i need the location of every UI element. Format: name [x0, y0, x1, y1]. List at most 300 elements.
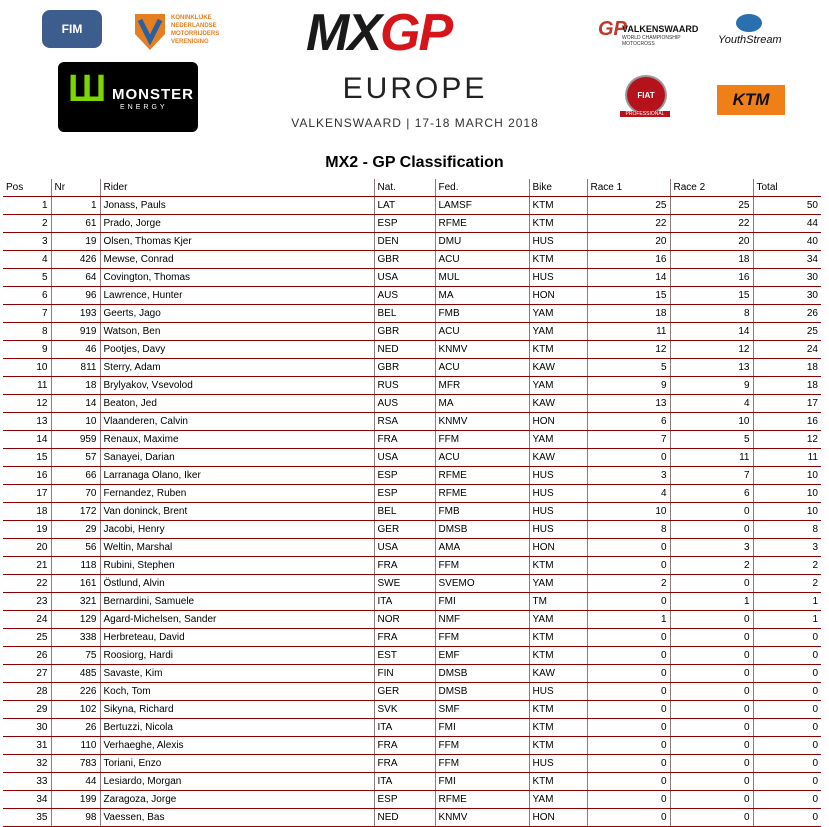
- valkenswaard-logo-subtext: WORLD CHAMPIONSHIP MOTOCROSS: [622, 35, 681, 47]
- cell-race2: 0: [670, 773, 753, 791]
- table-body: [3, 197, 821, 827]
- cell-pos: 24: [3, 611, 51, 629]
- cell-total: 18: [753, 359, 821, 377]
- cell-race2: 0: [670, 809, 753, 827]
- column-header-rider: Rider: [100, 179, 374, 197]
- cell-total: 0: [753, 773, 821, 791]
- cell-pos: 35: [3, 809, 51, 827]
- cell-bike: HON: [529, 287, 587, 305]
- cell-bike: KTM: [529, 629, 587, 647]
- cell-race1: 1: [587, 611, 670, 629]
- cell-bike: KTM: [529, 251, 587, 269]
- cell-race1: 20: [587, 233, 670, 251]
- cell-rider: Vlaanderen, Calvin: [100, 413, 374, 431]
- cell-fed: DMSB: [435, 683, 529, 701]
- cell-total: 2: [753, 557, 821, 575]
- cell-pos: 23: [3, 593, 51, 611]
- cell-fed: FFM: [435, 431, 529, 449]
- cell-total: 10: [753, 503, 821, 521]
- cell-nat: FRA: [374, 431, 435, 449]
- cell-nat: GER: [374, 521, 435, 539]
- cell-rider: Verhaeghe, Alexis: [100, 737, 374, 755]
- cell-bike: YAM: [529, 791, 587, 809]
- mxgp-logo: [306, 4, 521, 62]
- cell-total: 26: [753, 305, 821, 323]
- cell-nr: 199: [51, 791, 100, 809]
- cell-total: 0: [753, 755, 821, 773]
- cell-fed: KNMV: [435, 413, 529, 431]
- cell-pos: 27: [3, 665, 51, 683]
- cell-nr: 959: [51, 431, 100, 449]
- cell-total: 3: [753, 539, 821, 557]
- cell-bike: KTM: [529, 737, 587, 755]
- cell-nr: 118: [51, 557, 100, 575]
- cell-race2: 0: [670, 503, 753, 521]
- cell-total: 44: [753, 215, 821, 233]
- cell-bike: KAW: [529, 395, 587, 413]
- cell-nr: 98: [51, 809, 100, 827]
- cell-nr: 18: [51, 377, 100, 395]
- cell-fed: MA: [435, 287, 529, 305]
- table-row: [3, 683, 821, 701]
- cell-race1: 0: [587, 449, 670, 467]
- cell-nat: FRA: [374, 737, 435, 755]
- cell-total: 12: [753, 431, 821, 449]
- table-header-row: [3, 179, 821, 197]
- cell-race2: 0: [670, 611, 753, 629]
- cell-total: 40: [753, 233, 821, 251]
- cell-nat: NED: [374, 809, 435, 827]
- cell-total: 25: [753, 323, 821, 341]
- cell-fed: LAMSF: [435, 197, 529, 215]
- cell-total: 1: [753, 611, 821, 629]
- table-row: [3, 737, 821, 755]
- cell-total: 0: [753, 701, 821, 719]
- cell-bike: HUS: [529, 233, 587, 251]
- cell-race1: 0: [587, 773, 670, 791]
- cell-nat: GER: [374, 683, 435, 701]
- cell-fed: MFR: [435, 377, 529, 395]
- cell-race1: 8: [587, 521, 670, 539]
- cell-race1: 0: [587, 809, 670, 827]
- cell-nat: AUS: [374, 395, 435, 413]
- column-header-fed: Fed.: [435, 179, 529, 197]
- cell-race2: 11: [670, 449, 753, 467]
- cell-rider: Weltin, Marshal: [100, 539, 374, 557]
- cell-nat: ESP: [374, 215, 435, 233]
- cell-total: 30: [753, 269, 821, 287]
- cell-race1: 7: [587, 431, 670, 449]
- cell-bike: KAW: [529, 359, 587, 377]
- cell-rider: Herbreteau, David: [100, 629, 374, 647]
- cell-race2: 0: [670, 521, 753, 539]
- cell-nat: AUS: [374, 287, 435, 305]
- cell-fed: ACU: [435, 359, 529, 377]
- cell-pos: 10: [3, 359, 51, 377]
- cell-rider: Pootjes, Davy: [100, 341, 374, 359]
- cell-fed: FMB: [435, 305, 529, 323]
- page-title: MX2 - GP Classification: [325, 154, 504, 171]
- cell-bike: YAM: [529, 305, 587, 323]
- cell-nr: 161: [51, 575, 100, 593]
- cell-race2: 13: [670, 359, 753, 377]
- cell-pos: 3: [3, 233, 51, 251]
- cell-rider: Östlund, Alvin: [100, 575, 374, 593]
- cell-bike: KTM: [529, 647, 587, 665]
- cell-rider: Koch, Tom: [100, 683, 374, 701]
- cell-race1: 10: [587, 503, 670, 521]
- cell-race2: 22: [670, 215, 753, 233]
- table-row: [3, 449, 821, 467]
- youthstream-logo: [712, 14, 792, 50]
- cell-nat: LAT: [374, 197, 435, 215]
- table-row: [3, 557, 821, 575]
- valkenswaard-gp-icon: GP: [598, 18, 627, 40]
- cell-pos: 6: [3, 287, 51, 305]
- cell-pos: 1: [3, 197, 51, 215]
- cell-fed: RFME: [435, 791, 529, 809]
- cell-total: 0: [753, 683, 821, 701]
- cell-nr: 426: [51, 251, 100, 269]
- cell-race1: 0: [587, 737, 670, 755]
- cell-pos: 20: [3, 539, 51, 557]
- cell-pos: 7: [3, 305, 51, 323]
- cell-pos: 4: [3, 251, 51, 269]
- cell-pos: 29: [3, 701, 51, 719]
- cell-bike: HON: [529, 809, 587, 827]
- cell-race2: 18: [670, 251, 753, 269]
- cell-nat: FRA: [374, 629, 435, 647]
- cell-race2: 0: [670, 629, 753, 647]
- cell-nat: GBR: [374, 251, 435, 269]
- cell-race2: 10: [670, 413, 753, 431]
- table-row: [3, 359, 821, 377]
- cell-race1: 13: [587, 395, 670, 413]
- column-header-total: Total: [753, 179, 821, 197]
- cell-total: 10: [753, 467, 821, 485]
- fiat-professional-logo: [620, 75, 670, 123]
- cell-race2: 25: [670, 197, 753, 215]
- table-row: [3, 305, 821, 323]
- column-header-pos: Pos: [3, 179, 51, 197]
- cell-nr: 172: [51, 503, 100, 521]
- cell-bike: HUS: [529, 467, 587, 485]
- cell-race2: 7: [670, 467, 753, 485]
- cell-fed: KNMV: [435, 809, 529, 827]
- mxgp-logo-mx: MX: [306, 4, 380, 62]
- cell-race1: 25: [587, 197, 670, 215]
- cell-pos: 12: [3, 395, 51, 413]
- cell-race2: 20: [670, 233, 753, 251]
- cell-bike: HUS: [529, 269, 587, 287]
- cell-nr: 102: [51, 701, 100, 719]
- cell-nat: NOR: [374, 611, 435, 629]
- table-row: [3, 575, 821, 593]
- cell-fed: DMSB: [435, 665, 529, 683]
- cell-race1: 0: [587, 557, 670, 575]
- valkenswaard-logo-text: VALKENSWAARD: [622, 24, 699, 34]
- cell-race1: 11: [587, 323, 670, 341]
- cell-race2: 0: [670, 737, 753, 755]
- cell-race2: 5: [670, 431, 753, 449]
- cell-rider: Watson, Ben: [100, 323, 374, 341]
- cell-fed: SVEMO: [435, 575, 529, 593]
- table-row: [3, 431, 821, 449]
- column-header-bike: Bike: [529, 179, 587, 197]
- table-row: [3, 629, 821, 647]
- fiat-badge-icon: [625, 75, 667, 115]
- cell-bike: HUS: [529, 485, 587, 503]
- cell-rider: Prado, Jorge: [100, 215, 374, 233]
- cell-fed: ACU: [435, 449, 529, 467]
- cell-race2: 14: [670, 323, 753, 341]
- cell-race2: 0: [670, 701, 753, 719]
- cell-bike: HUS: [529, 521, 587, 539]
- cell-fed: FFM: [435, 557, 529, 575]
- cell-rider: Larranaga Olano, Iker: [100, 467, 374, 485]
- cell-fed: FFM: [435, 737, 529, 755]
- table-row: [3, 233, 821, 251]
- cell-nat: FIN: [374, 665, 435, 683]
- cell-nat: ITA: [374, 719, 435, 737]
- cell-total: 17: [753, 395, 821, 413]
- cell-nat: GBR: [374, 359, 435, 377]
- cell-pos: 25: [3, 629, 51, 647]
- cell-nr: 96: [51, 287, 100, 305]
- cell-race1: 16: [587, 251, 670, 269]
- table-row: [3, 791, 821, 809]
- cell-total: 0: [753, 647, 821, 665]
- cell-race1: 0: [587, 665, 670, 683]
- cell-race2: 6: [670, 485, 753, 503]
- table-row: [3, 539, 821, 557]
- cell-rider: Geerts, Jago: [100, 305, 374, 323]
- youthstream-logo-text: YouthStream: [718, 34, 782, 46]
- cell-nr: 46: [51, 341, 100, 359]
- cell-nat: USA: [374, 539, 435, 557]
- cell-fed: FFM: [435, 755, 529, 773]
- cell-pos: 28: [3, 683, 51, 701]
- cell-bike: KAW: [529, 449, 587, 467]
- cell-race1: 2: [587, 575, 670, 593]
- column-header-race2: Race 2: [670, 179, 753, 197]
- table-row: [3, 647, 821, 665]
- cell-fed: MA: [435, 395, 529, 413]
- cell-pos: 30: [3, 719, 51, 737]
- table-row: [3, 521, 821, 539]
- cell-rider: Roosiorg, Hardi: [100, 647, 374, 665]
- event-name: EUROPE: [342, 72, 488, 105]
- cell-fed: FFM: [435, 629, 529, 647]
- ktm-logo-text: KTM: [732, 90, 770, 109]
- cell-total: 1: [753, 593, 821, 611]
- ktm-logo: [717, 85, 785, 115]
- cell-total: 34: [753, 251, 821, 269]
- cell-bike: HUS: [529, 503, 587, 521]
- cell-pos: 2: [3, 215, 51, 233]
- cell-race1: 0: [587, 701, 670, 719]
- cell-rider: Sikyna, Richard: [100, 701, 374, 719]
- cell-race1: 0: [587, 647, 670, 665]
- header: [0, 0, 829, 150]
- cell-pos: 21: [3, 557, 51, 575]
- cell-bike: HUS: [529, 683, 587, 701]
- cell-rider: Olsen, Thomas Kjer: [100, 233, 374, 251]
- knmv-logo: [133, 10, 229, 52]
- cell-race2: 0: [670, 719, 753, 737]
- cell-rider: Fernandez, Ruben: [100, 485, 374, 503]
- cell-nat: BEL: [374, 305, 435, 323]
- cell-nr: 70: [51, 485, 100, 503]
- cell-bike: HON: [529, 413, 587, 431]
- cell-total: 0: [753, 809, 821, 827]
- table-row: [3, 341, 821, 359]
- cell-nr: 29: [51, 521, 100, 539]
- cell-race1: 15: [587, 287, 670, 305]
- cell-bike: KTM: [529, 341, 587, 359]
- cell-race2: 12: [670, 341, 753, 359]
- cell-total: 2: [753, 575, 821, 593]
- cell-race2: 0: [670, 791, 753, 809]
- cell-race1: 0: [587, 719, 670, 737]
- cell-fed: SMF: [435, 701, 529, 719]
- cell-race2: 0: [670, 665, 753, 683]
- cell-race1: 4: [587, 485, 670, 503]
- cell-bike: KTM: [529, 701, 587, 719]
- cell-pos: 33: [3, 773, 51, 791]
- cell-bike: YAM: [529, 575, 587, 593]
- cell-nat: ESP: [374, 791, 435, 809]
- cell-nat: ITA: [374, 593, 435, 611]
- monster-energy-logo: [58, 62, 198, 132]
- cell-race1: 0: [587, 539, 670, 557]
- cell-pos: 15: [3, 449, 51, 467]
- table-row: [3, 719, 821, 737]
- cell-rider: Covington, Thomas: [100, 269, 374, 287]
- cell-pos: 11: [3, 377, 51, 395]
- classification-table: [3, 179, 821, 827]
- cell-pos: 18: [3, 503, 51, 521]
- table-row: [3, 773, 821, 791]
- table-row: [3, 413, 821, 431]
- cell-fed: FMI: [435, 593, 529, 611]
- cell-total: 0: [753, 737, 821, 755]
- cell-race1: 3: [587, 467, 670, 485]
- cell-race1: 12: [587, 341, 670, 359]
- column-header-nat: Nat.: [374, 179, 435, 197]
- cell-rider: Lesiardo, Morgan: [100, 773, 374, 791]
- cell-rider: Beaton, Jed: [100, 395, 374, 413]
- cell-race1: 0: [587, 629, 670, 647]
- cell-race1: 6: [587, 413, 670, 431]
- cell-bike: YAM: [529, 377, 587, 395]
- cell-nat: RSA: [374, 413, 435, 431]
- cell-race2: 2: [670, 557, 753, 575]
- cell-nr: 783: [51, 755, 100, 773]
- cell-fed: FMI: [435, 719, 529, 737]
- knmv-mark-icon: [133, 10, 167, 52]
- cell-bike: KTM: [529, 215, 587, 233]
- cell-nat: SVK: [374, 701, 435, 719]
- cell-nr: 1: [51, 197, 100, 215]
- cell-race2: 0: [670, 755, 753, 773]
- cell-rider: Van doninck, Brent: [100, 503, 374, 521]
- cell-nr: 75: [51, 647, 100, 665]
- cell-pos: 13: [3, 413, 51, 431]
- cell-rider: Vaessen, Bas: [100, 809, 374, 827]
- cell-fed: ACU: [435, 323, 529, 341]
- cell-bike: KTM: [529, 557, 587, 575]
- table-row: [3, 287, 821, 305]
- cell-nat: ITA: [374, 773, 435, 791]
- cell-fed: FMI: [435, 773, 529, 791]
- cell-rider: Agard-Michelsen, Sander: [100, 611, 374, 629]
- cell-nr: 66: [51, 467, 100, 485]
- table-row: [3, 269, 821, 287]
- cell-race1: 14: [587, 269, 670, 287]
- cell-fed: DMSB: [435, 521, 529, 539]
- fim-logo: [42, 10, 102, 48]
- cell-pos: 19: [3, 521, 51, 539]
- cell-nr: 56: [51, 539, 100, 557]
- cell-pos: 16: [3, 467, 51, 485]
- fiat-logo-subtext: PROFESSIONAL: [620, 111, 670, 117]
- cell-race2: 15: [670, 287, 753, 305]
- table-row: [3, 485, 821, 503]
- cell-bike: YAM: [529, 611, 587, 629]
- cell-rider: Sanayei, Darian: [100, 449, 374, 467]
- cell-bike: KTM: [529, 719, 587, 737]
- knmv-logo-text: KONINKLIJKE NEDERLANDSE MOTORRIJDERS VERENIGING: [171, 15, 220, 45]
- cell-nat: ESP: [374, 467, 435, 485]
- cell-total: 10: [753, 485, 821, 503]
- valkenswaard-logo: [598, 18, 698, 48]
- cell-fed: ACU: [435, 251, 529, 269]
- cell-pos: 5: [3, 269, 51, 287]
- cell-fed: KNMV: [435, 341, 529, 359]
- cell-nr: 193: [51, 305, 100, 323]
- mxgp-logo-gp: GP: [380, 4, 452, 62]
- cell-pos: 31: [3, 737, 51, 755]
- cell-rider: Mewse, Conrad: [100, 251, 374, 269]
- cell-bike: YAM: [529, 323, 587, 341]
- cell-bike: KAW: [529, 665, 587, 683]
- cell-total: 24: [753, 341, 821, 359]
- table-row: [3, 701, 821, 719]
- cell-fed: EMF: [435, 647, 529, 665]
- youthstream-swirl-icon: [736, 14, 762, 32]
- cell-bike: KTM: [529, 773, 587, 791]
- cell-nr: 19: [51, 233, 100, 251]
- cell-nr: 485: [51, 665, 100, 683]
- cell-nr: 811: [51, 359, 100, 377]
- cell-nr: 57: [51, 449, 100, 467]
- cell-race1: 0: [587, 593, 670, 611]
- cell-pos: 34: [3, 791, 51, 809]
- cell-nr: 129: [51, 611, 100, 629]
- cell-rider: Sterry, Adam: [100, 359, 374, 377]
- cell-race2: 9: [670, 377, 753, 395]
- cell-nr: 110: [51, 737, 100, 755]
- cell-nat: SWE: [374, 575, 435, 593]
- column-header-race1: Race 1: [587, 179, 670, 197]
- cell-nat: FRA: [374, 557, 435, 575]
- cell-nr: 61: [51, 215, 100, 233]
- cell-nat: USA: [374, 269, 435, 287]
- cell-nat: RUS: [374, 377, 435, 395]
- cell-nr: 14: [51, 395, 100, 413]
- table-row: [3, 323, 821, 341]
